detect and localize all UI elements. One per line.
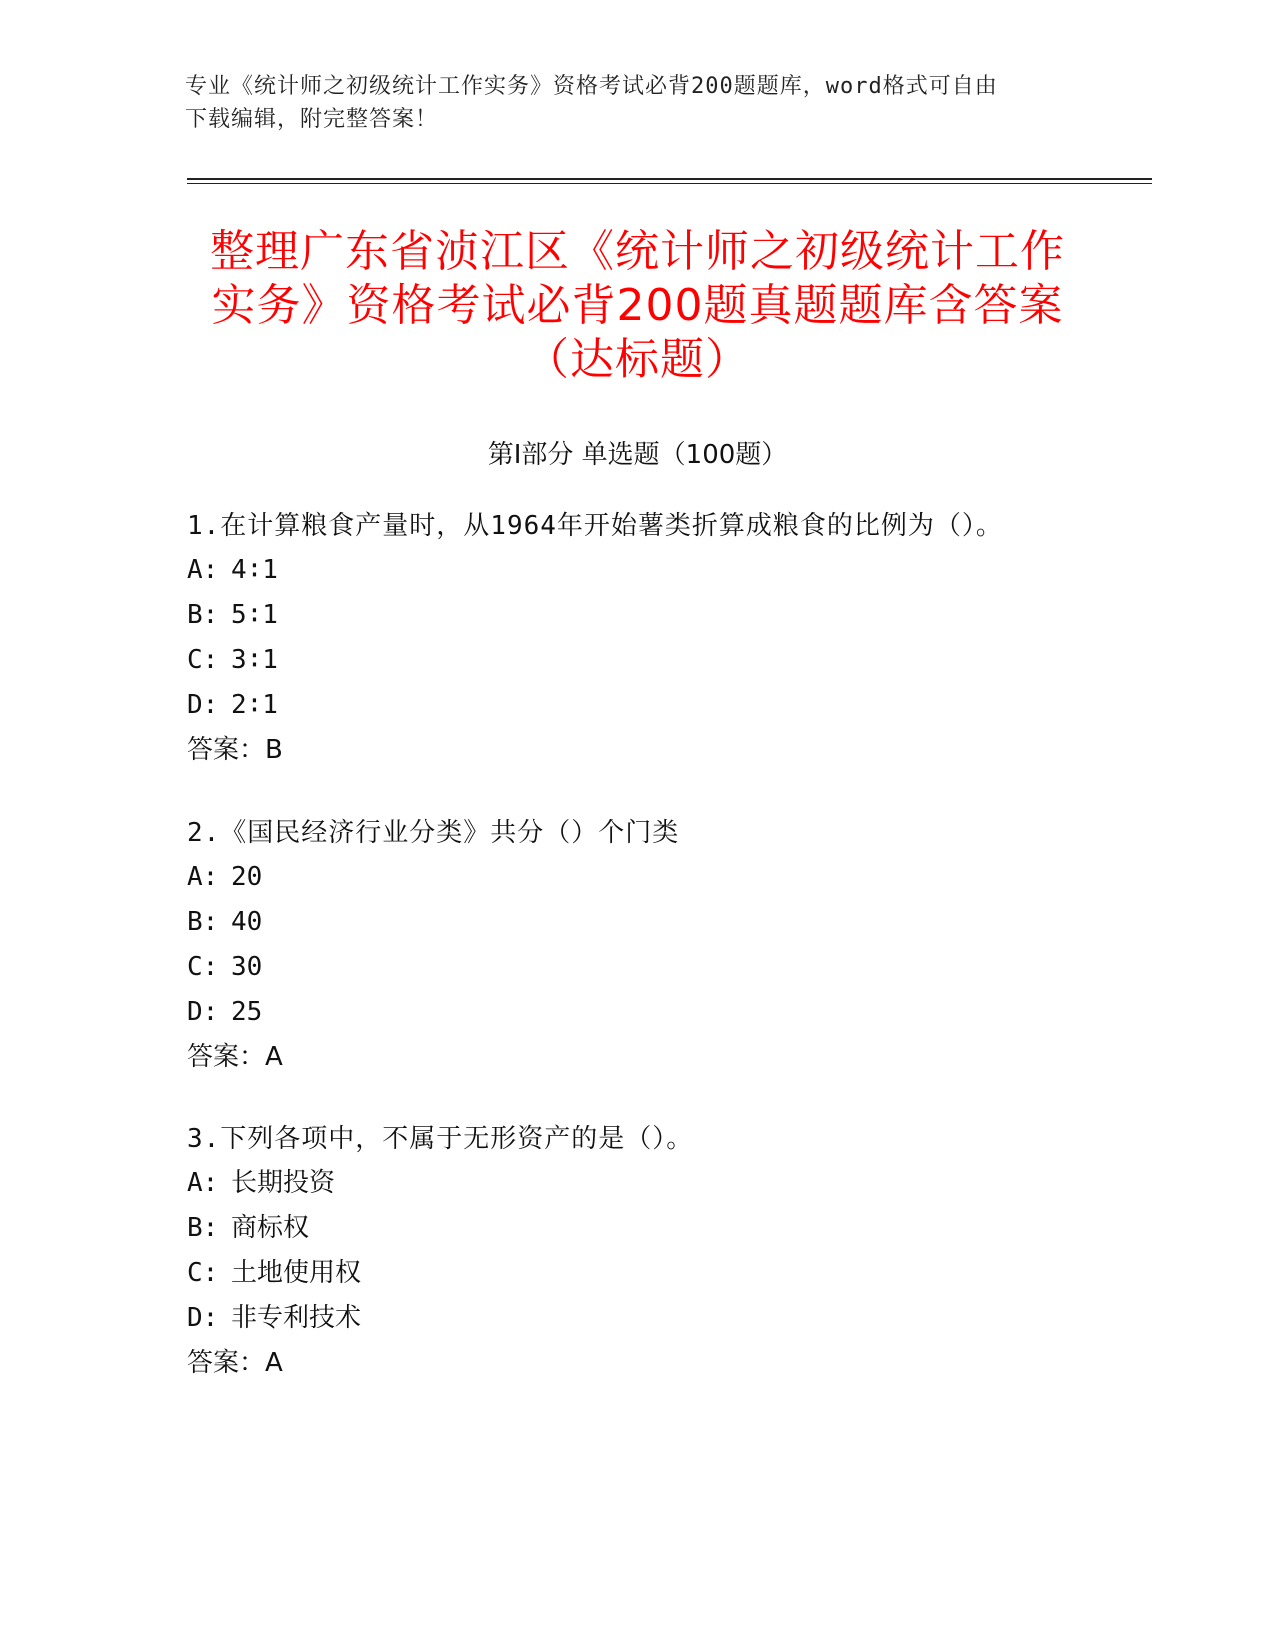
option-a (187, 548, 1137, 593)
option-text: 非专利技术 (231, 1303, 362, 1333)
option-key: D: (187, 997, 219, 1027)
option-text: 5∶1 (231, 600, 278, 630)
option-key: C: (187, 1258, 219, 1288)
option-b (187, 1206, 1137, 1251)
option-d (187, 990, 1137, 1035)
section-heading: 第I部分 单选题（100题） (487, 440, 788, 470)
option-d (187, 683, 1137, 728)
answer: 答案：A (187, 1348, 283, 1378)
option-b (187, 593, 1137, 638)
option-key: D: (187, 690, 219, 720)
option-text: 4∶1 (231, 555, 278, 585)
option-b (187, 900, 1137, 945)
question-stem: 2.《国民经济行业分类》共分（）个门类 (187, 818, 680, 848)
option-text: 25 (231, 997, 263, 1027)
answer: 答案：A (187, 1042, 283, 1072)
option-key: A: (187, 862, 219, 892)
question-stem: 1.在计算粮食产量时，从1964年开始薯类折算成粮食的比例为（）。 (187, 511, 1003, 541)
question-2 (187, 811, 1137, 1080)
header-divider-thin (187, 183, 1152, 184)
option-text: 3∶1 (231, 645, 278, 675)
option-c (187, 1251, 1137, 1296)
option-key: B: (187, 600, 219, 630)
option-key: D: (187, 1303, 219, 1333)
header-divider-thick (187, 178, 1152, 180)
question-stem: 3.下列各项中，不属于无形资产的是（）。 (187, 1124, 694, 1154)
question-1 (187, 504, 1137, 773)
option-d (187, 1296, 1137, 1341)
option-key: A: (187, 555, 219, 585)
question-3 (187, 1117, 1137, 1386)
title-line-1: 整理广东省浈江区《统计师之初级统计工作 (210, 226, 1065, 277)
document-title (170, 225, 1105, 387)
title-line-2: 实务》资格考试必背200题真题题库含答案 (211, 280, 1064, 331)
option-text: 30 (231, 952, 263, 982)
option-key: C: (187, 952, 219, 982)
option-text: 2∶1 (231, 690, 278, 720)
option-text: 商标权 (231, 1213, 310, 1243)
header-note (185, 70, 1075, 136)
option-key: C: (187, 645, 219, 675)
option-text: 长期投资 (231, 1168, 336, 1198)
option-key: B: (187, 1213, 219, 1243)
option-c (187, 945, 1137, 990)
header-note-line-1: 专业《统计师之初级统计工作实务》资格考试必背200题题库，word格式可自由 (185, 74, 998, 99)
header-note-line-2: 下载编辑，附完整答案！ (185, 107, 439, 132)
option-key: B: (187, 907, 219, 937)
option-a (187, 1161, 1137, 1206)
option-key: A: (187, 1168, 219, 1198)
option-c (187, 638, 1137, 683)
answer: 答案：B (187, 735, 283, 765)
option-text: 20 (231, 862, 263, 892)
option-a (187, 855, 1137, 900)
title-line-3: （达标题） (525, 334, 750, 385)
option-text: 土地使用权 (231, 1258, 362, 1288)
option-text: 40 (231, 907, 263, 937)
